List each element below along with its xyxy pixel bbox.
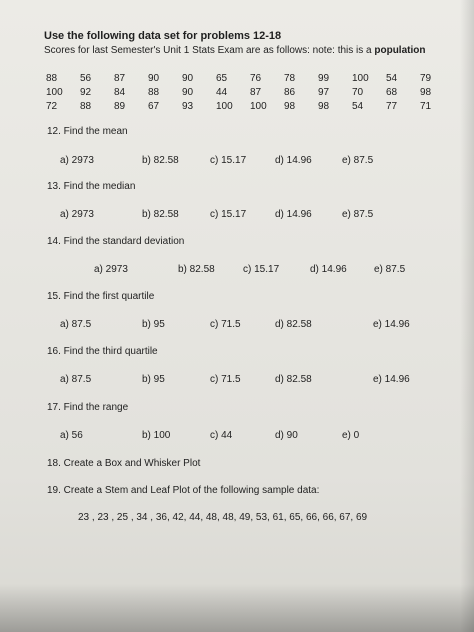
q15-option-e: e) 14.96 bbox=[373, 319, 410, 330]
data-cell: 90 bbox=[182, 72, 194, 84]
data-cell: 71 bbox=[420, 100, 432, 112]
q16-option-d: d) 82.58 bbox=[275, 374, 312, 385]
data-cell: 78 bbox=[284, 72, 296, 84]
question-19-label: 19. Create a Stem and Leaf Plot of the following sample data: bbox=[47, 485, 320, 496]
q12-option-b: b) 82.58 bbox=[142, 155, 179, 166]
q13-option-e: e) 87.5 bbox=[342, 209, 374, 220]
data-cell: 97 bbox=[318, 86, 330, 98]
q12-option-d: d) 14.96 bbox=[275, 155, 312, 166]
q17-option-c: c) 44 bbox=[210, 430, 233, 441]
data-cell: 88 bbox=[46, 72, 58, 84]
data-cell: 54 bbox=[352, 100, 364, 112]
data-cell: 70 bbox=[352, 86, 364, 98]
q12-option-e: e) 87.5 bbox=[342, 155, 374, 166]
data-cell: 89 bbox=[114, 100, 126, 112]
data-row bbox=[46, 85, 454, 99]
stem-leaf-sample-data: 23 , 23 , 25 , 34 , 36, 42, 44, 48, 48, 49, 53, 61, 65, 66, 66, 67, 69 bbox=[78, 512, 368, 523]
question-14-label: 14. Find the standard deviation bbox=[47, 236, 185, 247]
q15-option-c: c) 71.5 bbox=[210, 319, 241, 330]
q16-option-e: e) 14.96 bbox=[373, 374, 410, 385]
data-cell: 87 bbox=[250, 86, 262, 98]
note-bold-word: population bbox=[374, 45, 426, 56]
data-cell: 44 bbox=[216, 86, 228, 98]
data-cell: 99 bbox=[318, 72, 330, 84]
data-cell: 100 bbox=[46, 86, 63, 98]
q17-option-a: a) 56 bbox=[60, 430, 83, 441]
q13-option-b: b) 82.58 bbox=[142, 209, 179, 220]
data-cell: 65 bbox=[216, 72, 228, 84]
question-15-label: 15. Find the first quartile bbox=[47, 291, 155, 302]
q14-option-b: b) 82.58 bbox=[178, 264, 215, 275]
data-cell: 67 bbox=[148, 100, 160, 112]
data-cell: 76 bbox=[250, 72, 262, 84]
data-cell: 100 bbox=[216, 100, 233, 112]
q14-option-d: d) 14.96 bbox=[310, 264, 347, 275]
question-13-label: 13. Find the median bbox=[47, 181, 136, 192]
data-cell: 98 bbox=[284, 100, 296, 112]
q14-option-c: c) 15.17 bbox=[243, 264, 280, 275]
data-cell: 68 bbox=[386, 86, 398, 98]
q16-option-c: c) 71.5 bbox=[210, 374, 241, 385]
data-cell: 56 bbox=[80, 72, 92, 84]
q13-option-c: c) 15.17 bbox=[210, 209, 247, 220]
q14-option-a: a) 2973 bbox=[94, 264, 128, 275]
q14-option-e: e) 87.5 bbox=[374, 264, 406, 275]
q13-option-d: d) 14.96 bbox=[275, 209, 312, 220]
q17-option-e: e) 0 bbox=[342, 430, 360, 441]
q12-option-c: c) 15.17 bbox=[210, 155, 247, 166]
q17-option-d: d) 90 bbox=[275, 430, 298, 441]
data-cell: 93 bbox=[182, 100, 194, 112]
q17-option-b: b) 100 bbox=[142, 430, 171, 441]
question-12-label: 12. Find the mean bbox=[47, 126, 128, 137]
data-cell: 87 bbox=[114, 72, 126, 84]
data-cell: 100 bbox=[352, 72, 369, 84]
q16-option-b: b) 95 bbox=[142, 374, 165, 385]
data-row bbox=[46, 99, 454, 113]
q13-option-a: a) 2973 bbox=[60, 209, 94, 220]
data-cell: 79 bbox=[420, 72, 432, 84]
worksheet-note bbox=[44, 45, 425, 56]
q12-option-a: a) 2973 bbox=[60, 155, 94, 166]
data-cell: 98 bbox=[420, 86, 432, 98]
data-cell: 84 bbox=[114, 86, 126, 98]
data-cell: 86 bbox=[284, 86, 296, 98]
data-cell: 88 bbox=[80, 100, 92, 112]
data-cell: 72 bbox=[46, 100, 58, 112]
question-18-label: 18. Create a Box and Whisker Plot bbox=[47, 458, 201, 469]
question-16-label: 16. Find the third quartile bbox=[47, 346, 158, 357]
question-17-label: 17. Find the range bbox=[47, 402, 129, 413]
data-cell: 98 bbox=[318, 100, 330, 112]
data-cell: 90 bbox=[182, 86, 194, 98]
data-cell: 88 bbox=[148, 86, 160, 98]
data-row bbox=[46, 71, 454, 85]
data-cell: 54 bbox=[386, 72, 398, 84]
worksheet-title: Use the following data set for problems 12-18 bbox=[44, 30, 282, 42]
data-cell: 92 bbox=[80, 86, 92, 98]
data-cell: 77 bbox=[386, 100, 398, 112]
q15-option-b: b) 95 bbox=[142, 319, 165, 330]
data-cell: 90 bbox=[148, 72, 160, 84]
q15-option-a: a) 87.5 bbox=[60, 319, 92, 330]
note-text: Scores for last Semester's Unit 1 Stats Exam are as follows: note: this is a bbox=[44, 45, 375, 56]
data-cell: 100 bbox=[250, 100, 267, 112]
q15-option-d: d) 82.58 bbox=[275, 319, 312, 330]
scores-data-table bbox=[46, 71, 454, 113]
q16-option-a: a) 87.5 bbox=[60, 374, 92, 385]
